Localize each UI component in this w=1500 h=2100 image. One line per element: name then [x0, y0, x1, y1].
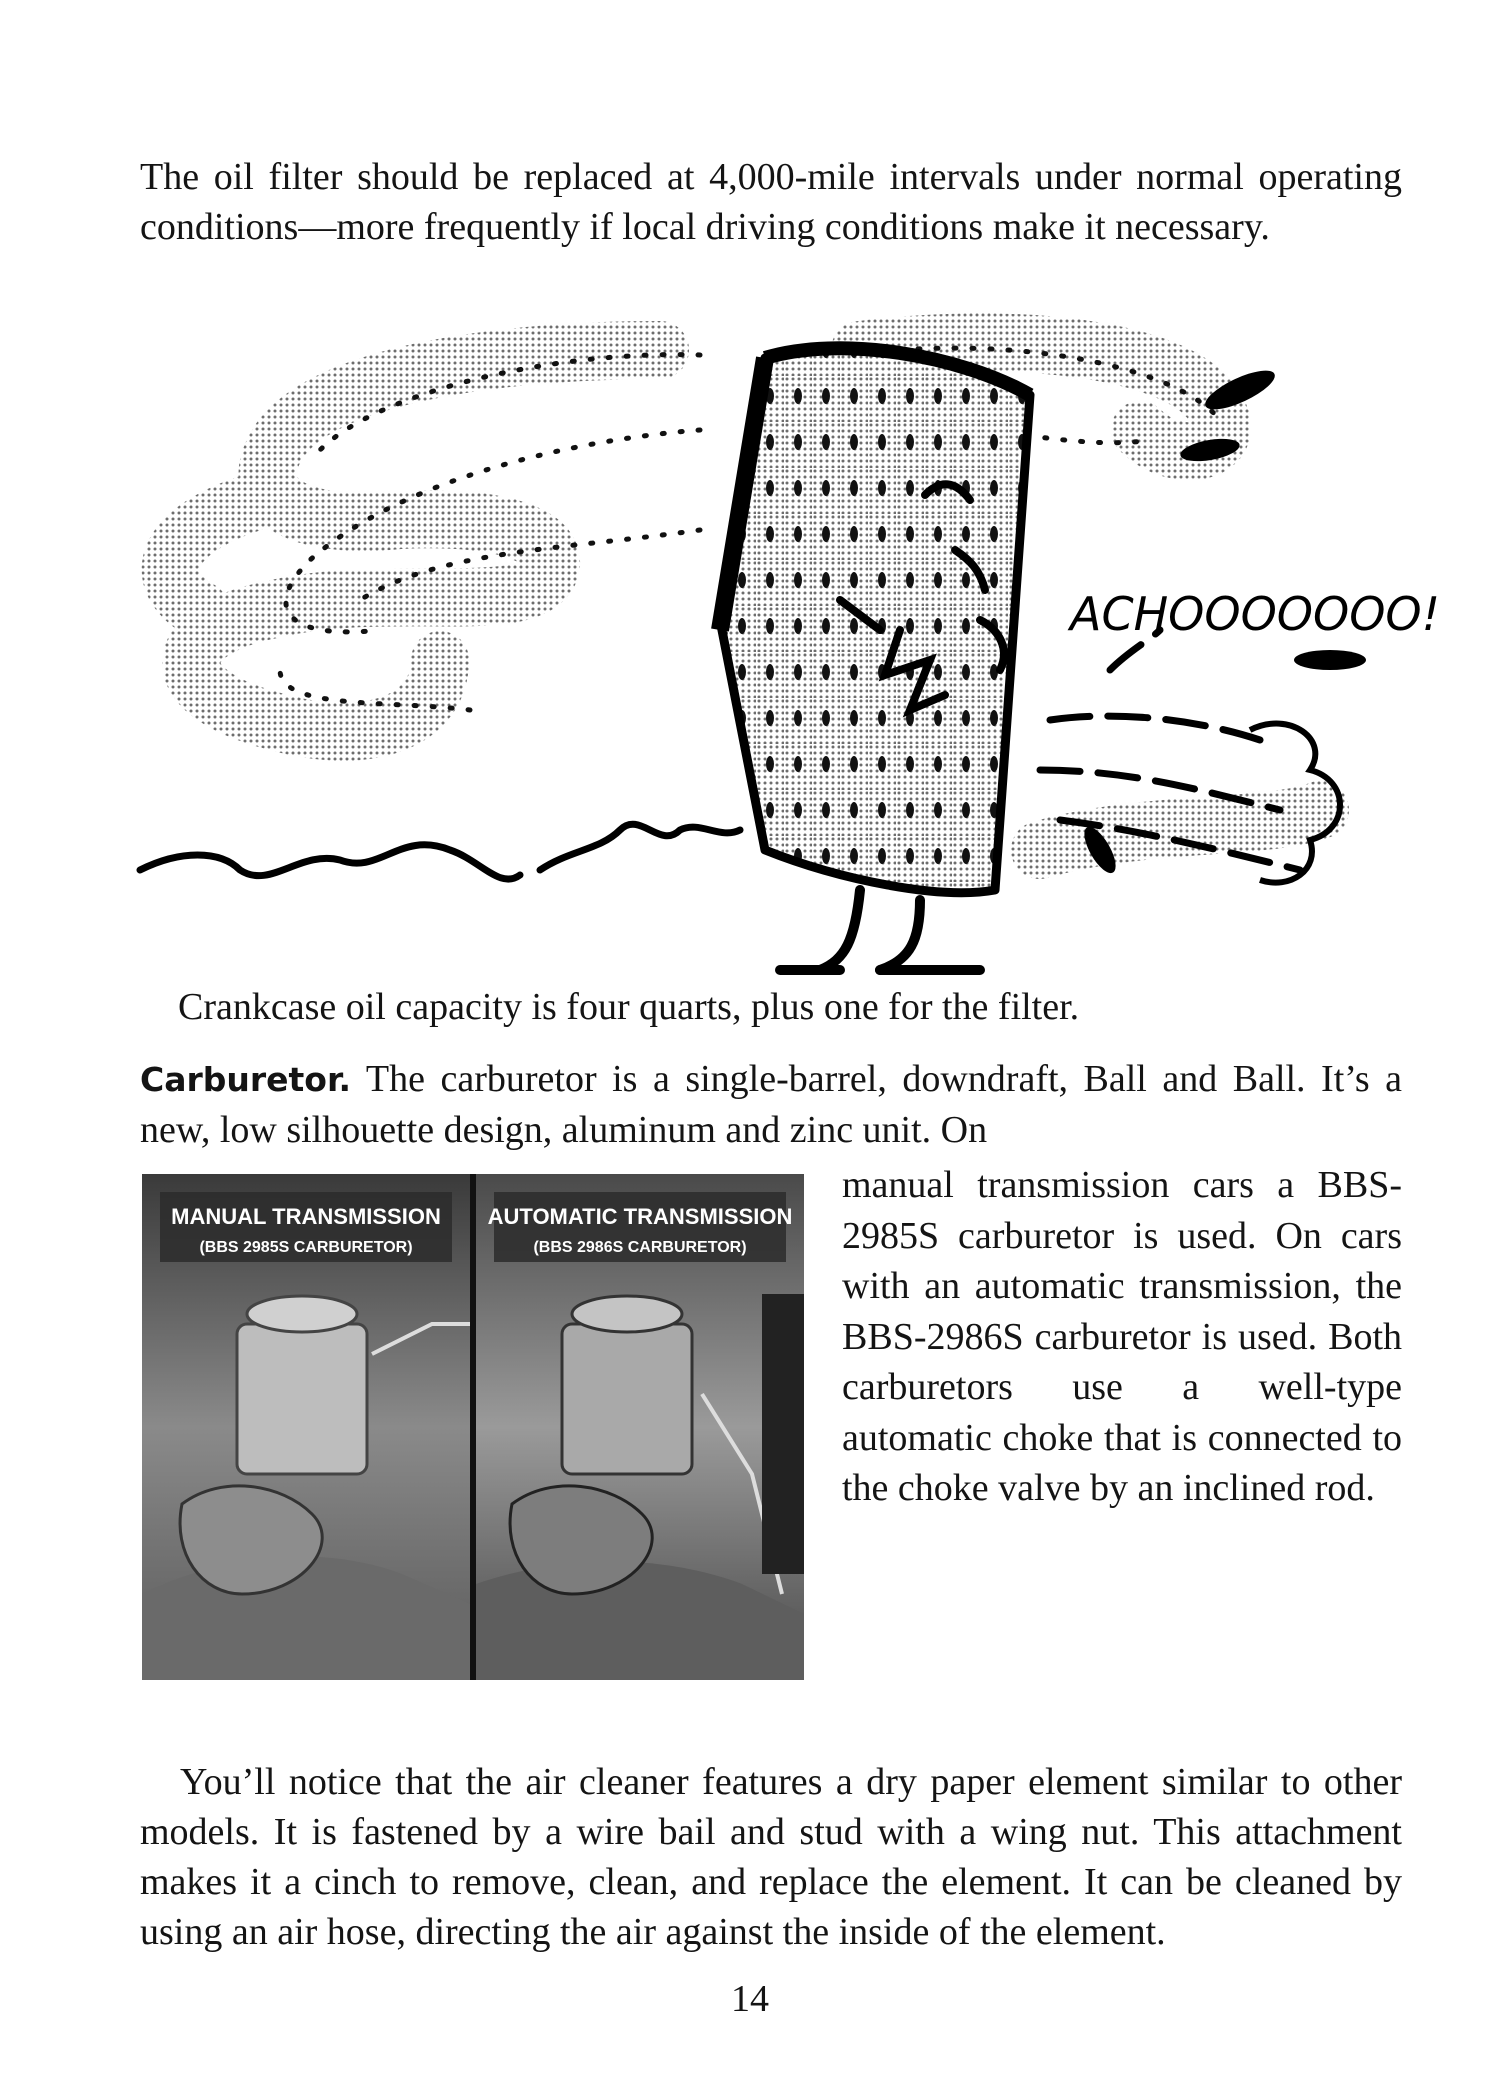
legs	[780, 890, 980, 970]
carburetor-comparison-photo	[142, 1174, 804, 1680]
carburetor-continued-text: manual transmission cars a BBS-2985S carburetor is used. On cars with an automatic transmission, the BBS-2986S carburetor is used. Both carburetors use a well-type automatic choke that is connected to the choke valve by an inclined rod.	[842, 1164, 1402, 1509]
air-cleaner-paragraph: You’ll notice that the air cleaner features a dry paper element similar to other models. It is fastened by a wire bail and stud with a wing nut. This attachment makes it a cinch to remove, clean, and replace the element. It can be cleaned by using an air hose, directing the air against the inside of the element.	[140, 1761, 1402, 1953]
automatic-carburetor-model-label: (BBS 2986S CARBURETOR)	[533, 1239, 747, 1256]
carburetor-paragraph	[140, 1054, 1402, 1155]
crankcase-capacity-line: Crankcase oil capacity is four quarts, plus one for the filter.	[178, 986, 1080, 1028]
ground-scribbles	[140, 824, 740, 879]
oil-filter-paragraph: The oil filter should be replaced at 4,000-mile intervals under normal operating conditions—more frequently if local driving conditions make it necessary.	[140, 156, 1402, 248]
carburetor-heading: Carburetor.	[140, 1060, 352, 1099]
sneezing-oil-filter-illustration	[140, 330, 1441, 970]
carburetor-text-first: The carburetor is a single-barrel, downdraft, Ball and Ball. It’s a new, low silhouette design, aluminum and zinc unit. On	[140, 1058, 1402, 1151]
manual-transmission-label: MANUAL TRANSMISSION	[171, 1204, 441, 1229]
manual-carburetor-model-label: (BBS 2985S CARBURETOR)	[199, 1239, 413, 1256]
automatic-transmission-label: AUTOMATIC TRANSMISSION	[487, 1204, 793, 1229]
sneeze-exclamation: ACHOOOOOOO!	[1070, 587, 1441, 641]
page-number: 14	[731, 1978, 769, 2020]
